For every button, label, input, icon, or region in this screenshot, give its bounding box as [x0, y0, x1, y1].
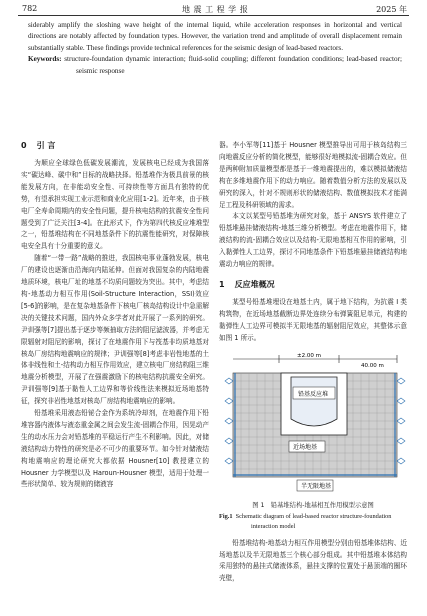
figure-1-caption: [219, 501, 407, 532]
keywords-text: structure-foundation dynamic interaction; fluid-solid coupling; different foundation conditions; lead-based reactor; seismic response: [64, 55, 403, 75]
vessel-label: 铅基反应堆: [298, 390, 329, 398]
dim-top-label: ±2.00 m: [297, 352, 321, 359]
intro-number: 0: [21, 141, 27, 150]
issue-year: 2025 年: [376, 5, 407, 14]
intro-paragraph-3: 铅基堆采用液态铅铋合金作为系统冷却剂，在地震作用下铅堆容器内液体与液态重金属之间会发生流-固耦合作用，因晃动产生的动水压力会对铅基堆的平稳运行产生不利影响。因此，对储液结构动力特性的研究是必不可少的重要环节。如今针对储液结构地震响应的理论研究大都依据 Housner[10] 教授建立的 Housner 力学模型以及 Haroun-Housner 模型，适用于处理一些形状简单、较为规则的储液容: [21, 409, 209, 489]
section1-paragraph-1: 某型号铅基堆埋设在地基土内，属于地下结构，为抗震 I 类构筑物，在近场地基截断边界处连续分布弹簧阻尼单元，构建的黏弹性人工边界可模拟半无限地基的辐射阻尼效应，其整体示意如图 1 所示。: [219, 297, 407, 342]
page-number: 782: [22, 4, 38, 13]
keywords-line: [28, 54, 402, 77]
section1-paragraph-2: 铅基堆结构-地基动力相互作用模型分别由铅基堆体结构、近场地基以及半无限地基三个核心部分组成。其中铅基堆本体结构采用独特的悬挂式储液体系，悬挂支撑的位置处于悬顶端的圈环壳壁，: [219, 538, 407, 583]
caption-en: [219, 512, 407, 532]
abstract-text: siderably amplify the sloshing wave height of the internal liquid, while acceleration responses in horizontal and vertical directions are notably affected by foundation types. However, the variation trend and amplitude of overall displacement remain substantially stable. These findings provide technical references for the seismic design of lead-based reactors.: [28, 21, 402, 52]
intro-heading: [21, 140, 209, 152]
figure-1: [219, 351, 407, 497]
intro-paragraph-2: 随着“一带一路”战略的推进，我国核电事业蓬勃发展，核电厂的建设也逐渐由沿海向内陆延伸。但面对我国复杂的内陆地震地质环境，核电厂址的地基不均质问题较为突出。其中，考虑结构-地基动力相互作用(Soil-Structure Interaction，SSI)效应[5-6]的影响，是在复杂地基条件下核电厂核岛结构设计中急需解决的关键技术问题，国内外众多学者对此开展了一系列的研究。尹训强等[7]提出基于逐步等频抽取方法的阻尼滤波器，并考虑无限辐射对阻尼的影响，探讨了在地震作用下与筏基非均质地基对核岛厂房结构地震响应的规律；尹训强等[8]考虑非岩性地基的土体非线性和土-结构动力相互作用效应，建立核电厂房结构阻三维地震分析模型，开展了在强震激励下的核电结构抗震安全研究。尹训强等[9]基于黏性人工边界和等价线性法来模拟近场地基特征，探究非岩性地基对核岛厂房结构地震响应的影响。: [21, 254, 209, 406]
figure-1-diagram: [219, 351, 407, 497]
intro-paragraph-1: 为顺应全球绿色低碳发展潮流，发展核电已经成为我国落实“碳达峰、碳中和”目标的战略抉择。铅基堆作为极具前景的核能发展方向，在非能动安全性、可持续性等方面具有独特的优势，有望承担实现工业示范和商业化应用[1-2]。近年来，由于核电厂全寿命周期内的安全性问题，提升核电结构的抗震安全性问题受到了广泛关注[3-4]。在此形式下，作为第四代核反应堆堆型之一，铅基堆结构在不同地基条件下的抗震性能研究，对保障核电安全具有十分重要的意义。: [21, 159, 209, 251]
right-column: [219, 140, 407, 585]
near-field-label: 近场地基: [293, 443, 318, 451]
running-header: [0, 0, 427, 18]
section1-heading: [219, 279, 407, 291]
reactor-vessel: [291, 377, 337, 426]
journal-title: 地 震 工 程 学 报: [182, 5, 249, 14]
section1-title: 反应堆概况: [234, 279, 275, 289]
intro-title: 引 言: [36, 141, 56, 150]
caption-en-number: Fig.1: [219, 512, 233, 520]
dim-right-label: 40.00 m: [361, 362, 384, 369]
caption-zh: 图 1 铅基堆结构-地基相互作用模型示意图: [252, 501, 374, 509]
section1-number: 1: [219, 279, 225, 289]
far-field-label: 半无限地基: [301, 482, 332, 490]
intro-paragraph-4: 本文以某型号铅基堆为研究对象，基于 ANSYS 软件建立了铅基堆悬挂储液结构-地基三维分析模型。考虑在地震作用下，储液结构的流-固耦合效应以及结构-无限地基相互作用的影响，引入黏弹性人工边界，探讨不同地基条件下铅基堆悬挂储液结构地震动力响应的规律。: [219, 212, 407, 269]
header-rule: [18, 15, 409, 16]
english-abstract: [28, 20, 402, 77]
caption-en-text: Schematic diagram of lead-based reactor structure-foundation interaction model: [235, 512, 392, 530]
left-column: [21, 140, 209, 491]
keywords-label: Keywords:: [28, 55, 62, 64]
intro-continuation: 器。李小军等[11]基于 Housner 模型推导出可用于核岛结构三向地震反应分析的简化模型，能够很好地模拟流-固耦合效应。但是两种附加质量模型都是基于一维地震提出的，难以模拟储液结构在多维地震作用下的动力响应。随着数值分析方法的发展以及研究的深入，针对不规则形状的储液结构、数值模拟技术才能满足工程及科研领域的需求。: [219, 141, 407, 209]
